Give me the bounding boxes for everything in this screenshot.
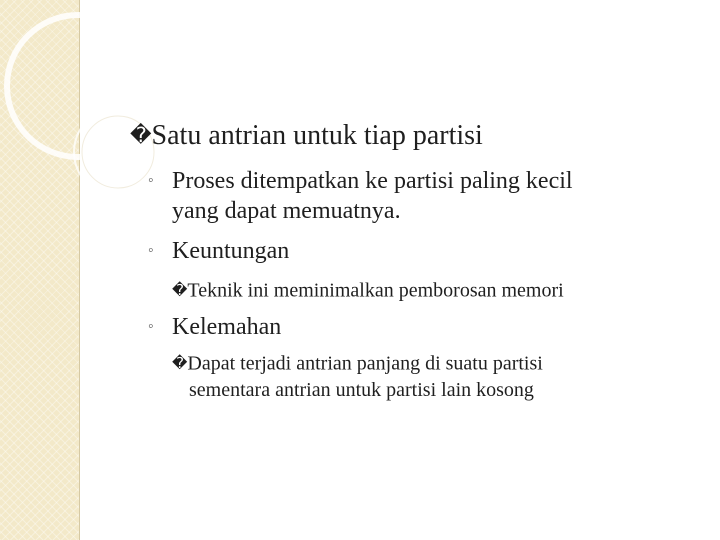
list-item-text: Kelemahan [172, 314, 282, 340]
sub-list-item-text [172, 277, 564, 304]
sub-list-item [172, 277, 564, 304]
heading-bullet-glyph: � [130, 123, 152, 147]
sub-list-item-line-1: Teknik ini meminimalkan pemborosan memori [187, 279, 564, 302]
list-item [148, 236, 289, 266]
list-item-text [172, 166, 573, 226]
sub-list-item-line-2: sementara antrian untuk partisi lain kosong [189, 378, 534, 401]
list-item-text: Keuntungan [172, 238, 290, 264]
sub-bullet-glyph: � [172, 281, 188, 299]
sub-bullet-glyph: � [172, 354, 188, 372]
list-item [148, 312, 281, 342]
bullet-icon: ◦ [148, 318, 154, 335]
bullet-icon: ◦ [148, 242, 154, 259]
heading-text: Satu antrian untuk tiap partisi [151, 120, 483, 152]
list-item [148, 166, 573, 226]
list-item-line-1: Proses ditempatkan ke partisi paling kecil [172, 168, 573, 194]
bullet-icon: ◦ [148, 172, 154, 189]
sub-list-item-text [172, 350, 543, 403]
sub-list-item-line-1: Dapat terjadi antrian panjang di suatu partisi [187, 352, 543, 375]
sub-list-item [172, 350, 543, 403]
list-item-line-2: yang dapat memuatnya. [172, 198, 401, 224]
slide-heading [130, 118, 483, 153]
